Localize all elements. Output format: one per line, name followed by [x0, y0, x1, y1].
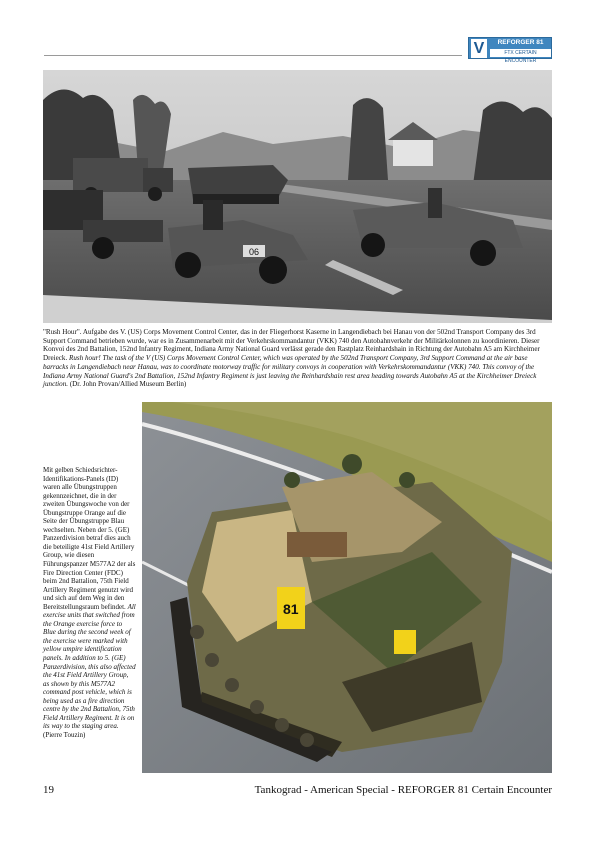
header-rule: [44, 55, 462, 56]
m577a2-photo: [142, 402, 552, 773]
id-panel-number: 81: [283, 601, 299, 617]
caption-side: [43, 466, 136, 740]
caption-side-credit: (Pierre Touzin): [43, 730, 86, 739]
logo-subtitle: FTX CERTAIN ENCOUNTER: [490, 49, 551, 57]
reforger-logo: [468, 37, 552, 64]
logo-title: REFORGER 81: [497, 39, 544, 46]
caption-top-german: "Rush Hour". Aufgabe des V. (US) Corps Movement Control Center, das in der Fliegerhorst Kaserne in Langendiebach bei Hanau von der 502nd Transport Company des 3rd Support Command betrieben wurde, war es in Zusammenarbeit mit der Verkehrskommandantur (VKK) 740 den Autobahnverkehr der Militärkolonnen zu koordinieren. Dieser Konvoi des 2nd Battalion, 152nd Infantry Regiment, Indiana Army National Guard verlässt gerade den Rastplatz Reinhardshain in Richtung der Autobahn A5 am Kirchheimer Dreieck.: [43, 328, 540, 363]
caption-top: [43, 328, 553, 389]
caption-top-credit: (Dr. John Provan/Allied Museum Berlin): [69, 380, 187, 389]
caption-top-english: Rush hour! The task of the V (US) Corps Movement Control Center, which was operated by the 502nd Transport Company, 3rd Support Command at the air base barracks in Langendiebach near Hanau, was to coordinate motorway traffic for military convoys in cooperation with Verkehrskommandantur (VKK) 740. This convoy of the Indiana Army National Guard's 2nd Battalion, 152nd Infantry Regiment is just leaving the Reinhardshain rest area heading towards Autobahn A5 at the Kirchheimer Dreieck junction.: [43, 354, 537, 389]
logo-letter: V: [471, 39, 487, 58]
page-number: 19: [43, 784, 54, 796]
caption-side-german: Mit gelben Schiedsrichter-Identifikations-Panels (ID) waren alle Übungstruppen gekennzeichnet, die in der zweiten Übungswoche von der Übungstruppe Orange auf die Seite der Übungstruppe Blau wechselten. Neben der 5. (GE) Panzerdivision betraf dies auch die beteiligte 41st Field Artillery Group, wie diesen Führungspanzer M577A2 der als Fire Direction Center (FDC) beim 2nd Battalion, 75th Field Artillery Regiment genutzt wird und sich auf dem Weg in den Bereitstellungsraum befindet.: [43, 466, 136, 611]
footer-title: Tankograd - American Special - REFORGER 81 Certain Encounter: [254, 784, 552, 796]
caption-side-english: All exercise units that switched from the Orange exercise force to Blue during the second week of the exercise were marked with yellow umpire identification panels. In addition to 5. (GE) Panzerdivision, this also affected the 41st Field Artillery Group, as shown by this M577A2 command post vehicle, which is being used as a fire direction centre by the 2nd Battalion, 75th Field Artillery Regiment. It is on its way to the staging area.: [43, 602, 136, 731]
jeep-number: 06: [249, 247, 260, 257]
convoy-photo: [43, 70, 552, 323]
